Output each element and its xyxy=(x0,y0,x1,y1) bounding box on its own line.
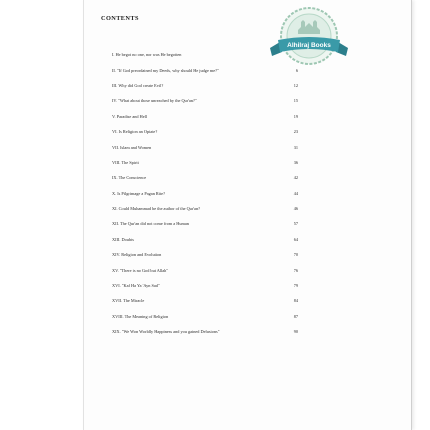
toc-page-number: 12 xyxy=(293,82,298,88)
logo-text: Alhilraj Books xyxy=(287,42,331,49)
toc-entry xyxy=(112,124,298,139)
toc-page-number: 57 xyxy=(293,221,298,227)
toc-title: XV. "There is no God but Allah" xyxy=(112,267,169,273)
toc-title: XIII. Doubts xyxy=(112,236,134,242)
toc-page-number: 15 xyxy=(293,98,298,104)
toc-title: IX. The Conscience xyxy=(112,175,147,181)
toc-page-number: 23 xyxy=(293,129,298,135)
toc-page-number: 36 xyxy=(293,159,298,165)
toc-page-number: 76 xyxy=(293,267,298,273)
toc-title: XIV. Religion and Evolution xyxy=(112,252,162,258)
toc-entry xyxy=(112,247,298,262)
toc-page-number: 46 xyxy=(293,206,298,212)
toc-entry xyxy=(112,232,298,247)
toc-title: XVIII. The Meaning of Religion xyxy=(112,313,169,319)
toc-title: VII. Islam and Women xyxy=(112,144,152,150)
toc-page-number: 42 xyxy=(293,175,298,181)
toc-entry xyxy=(112,216,298,231)
toc-page-number: 84 xyxy=(293,298,298,304)
toc-entry xyxy=(112,186,298,201)
toc-title: XI. Could Muhammad be the author of the Qur'an? xyxy=(112,206,201,212)
toc-page-number: 79 xyxy=(293,283,298,289)
table-of-contents xyxy=(112,47,298,339)
toc-title: V. Paradise and Hell xyxy=(112,113,148,119)
toc-page-number: 19 xyxy=(293,113,298,119)
toc-page-number: 70 xyxy=(293,252,298,258)
toc-entry xyxy=(112,201,298,216)
toc-title: XII. The Qur'an did not come from a Human xyxy=(112,221,189,227)
toc-page-number: 90 xyxy=(293,329,298,335)
toc-entry xyxy=(112,93,298,108)
book-page xyxy=(83,0,412,430)
toc-entry xyxy=(112,309,298,324)
toc-title: XVI. "Kaf Ha Ya 'Ayn Sad" xyxy=(112,283,160,289)
toc-page-number: 44 xyxy=(293,190,298,196)
toc-page-number: 64 xyxy=(293,236,298,242)
publisher-logo xyxy=(268,6,350,68)
toc-page-number: 31 xyxy=(293,144,298,150)
toc-title: II. "If God preordained my Deeds, why should He judge me?" xyxy=(112,67,219,73)
contents-heading: CONTENTS xyxy=(101,15,139,22)
toc-title: VI. Is Religion an Opiate? xyxy=(112,129,158,135)
toc-entry xyxy=(112,262,298,277)
toc-entry xyxy=(112,109,298,124)
toc-entry xyxy=(112,170,298,185)
toc-title: VIII. The Spirit xyxy=(112,159,139,165)
toc-entry xyxy=(112,278,298,293)
toc-entry xyxy=(112,293,298,308)
toc-entry xyxy=(112,78,298,93)
logo-inner-circle xyxy=(287,14,331,58)
toc-page-number: 87 xyxy=(293,313,298,319)
toc-title: I. He begot no one, nor was He begotten xyxy=(112,52,182,58)
toc-title: X. Is Pilgrimage a Pagan Rite? xyxy=(112,190,165,196)
toc-title: XVII. The Miracle xyxy=(112,298,145,304)
toc-title: XIX. "We Won Worldly Happiness and you gained Delusions" xyxy=(112,329,220,335)
toc-page-number: 6 xyxy=(295,67,298,73)
toc-entry xyxy=(112,139,298,154)
toc-entry xyxy=(112,324,298,339)
toc-entry xyxy=(112,155,298,170)
toc-title: III. Why did God create Evil? xyxy=(112,82,164,88)
toc-title: IV. "What about those unreached by the Qur'an?" xyxy=(112,98,197,104)
